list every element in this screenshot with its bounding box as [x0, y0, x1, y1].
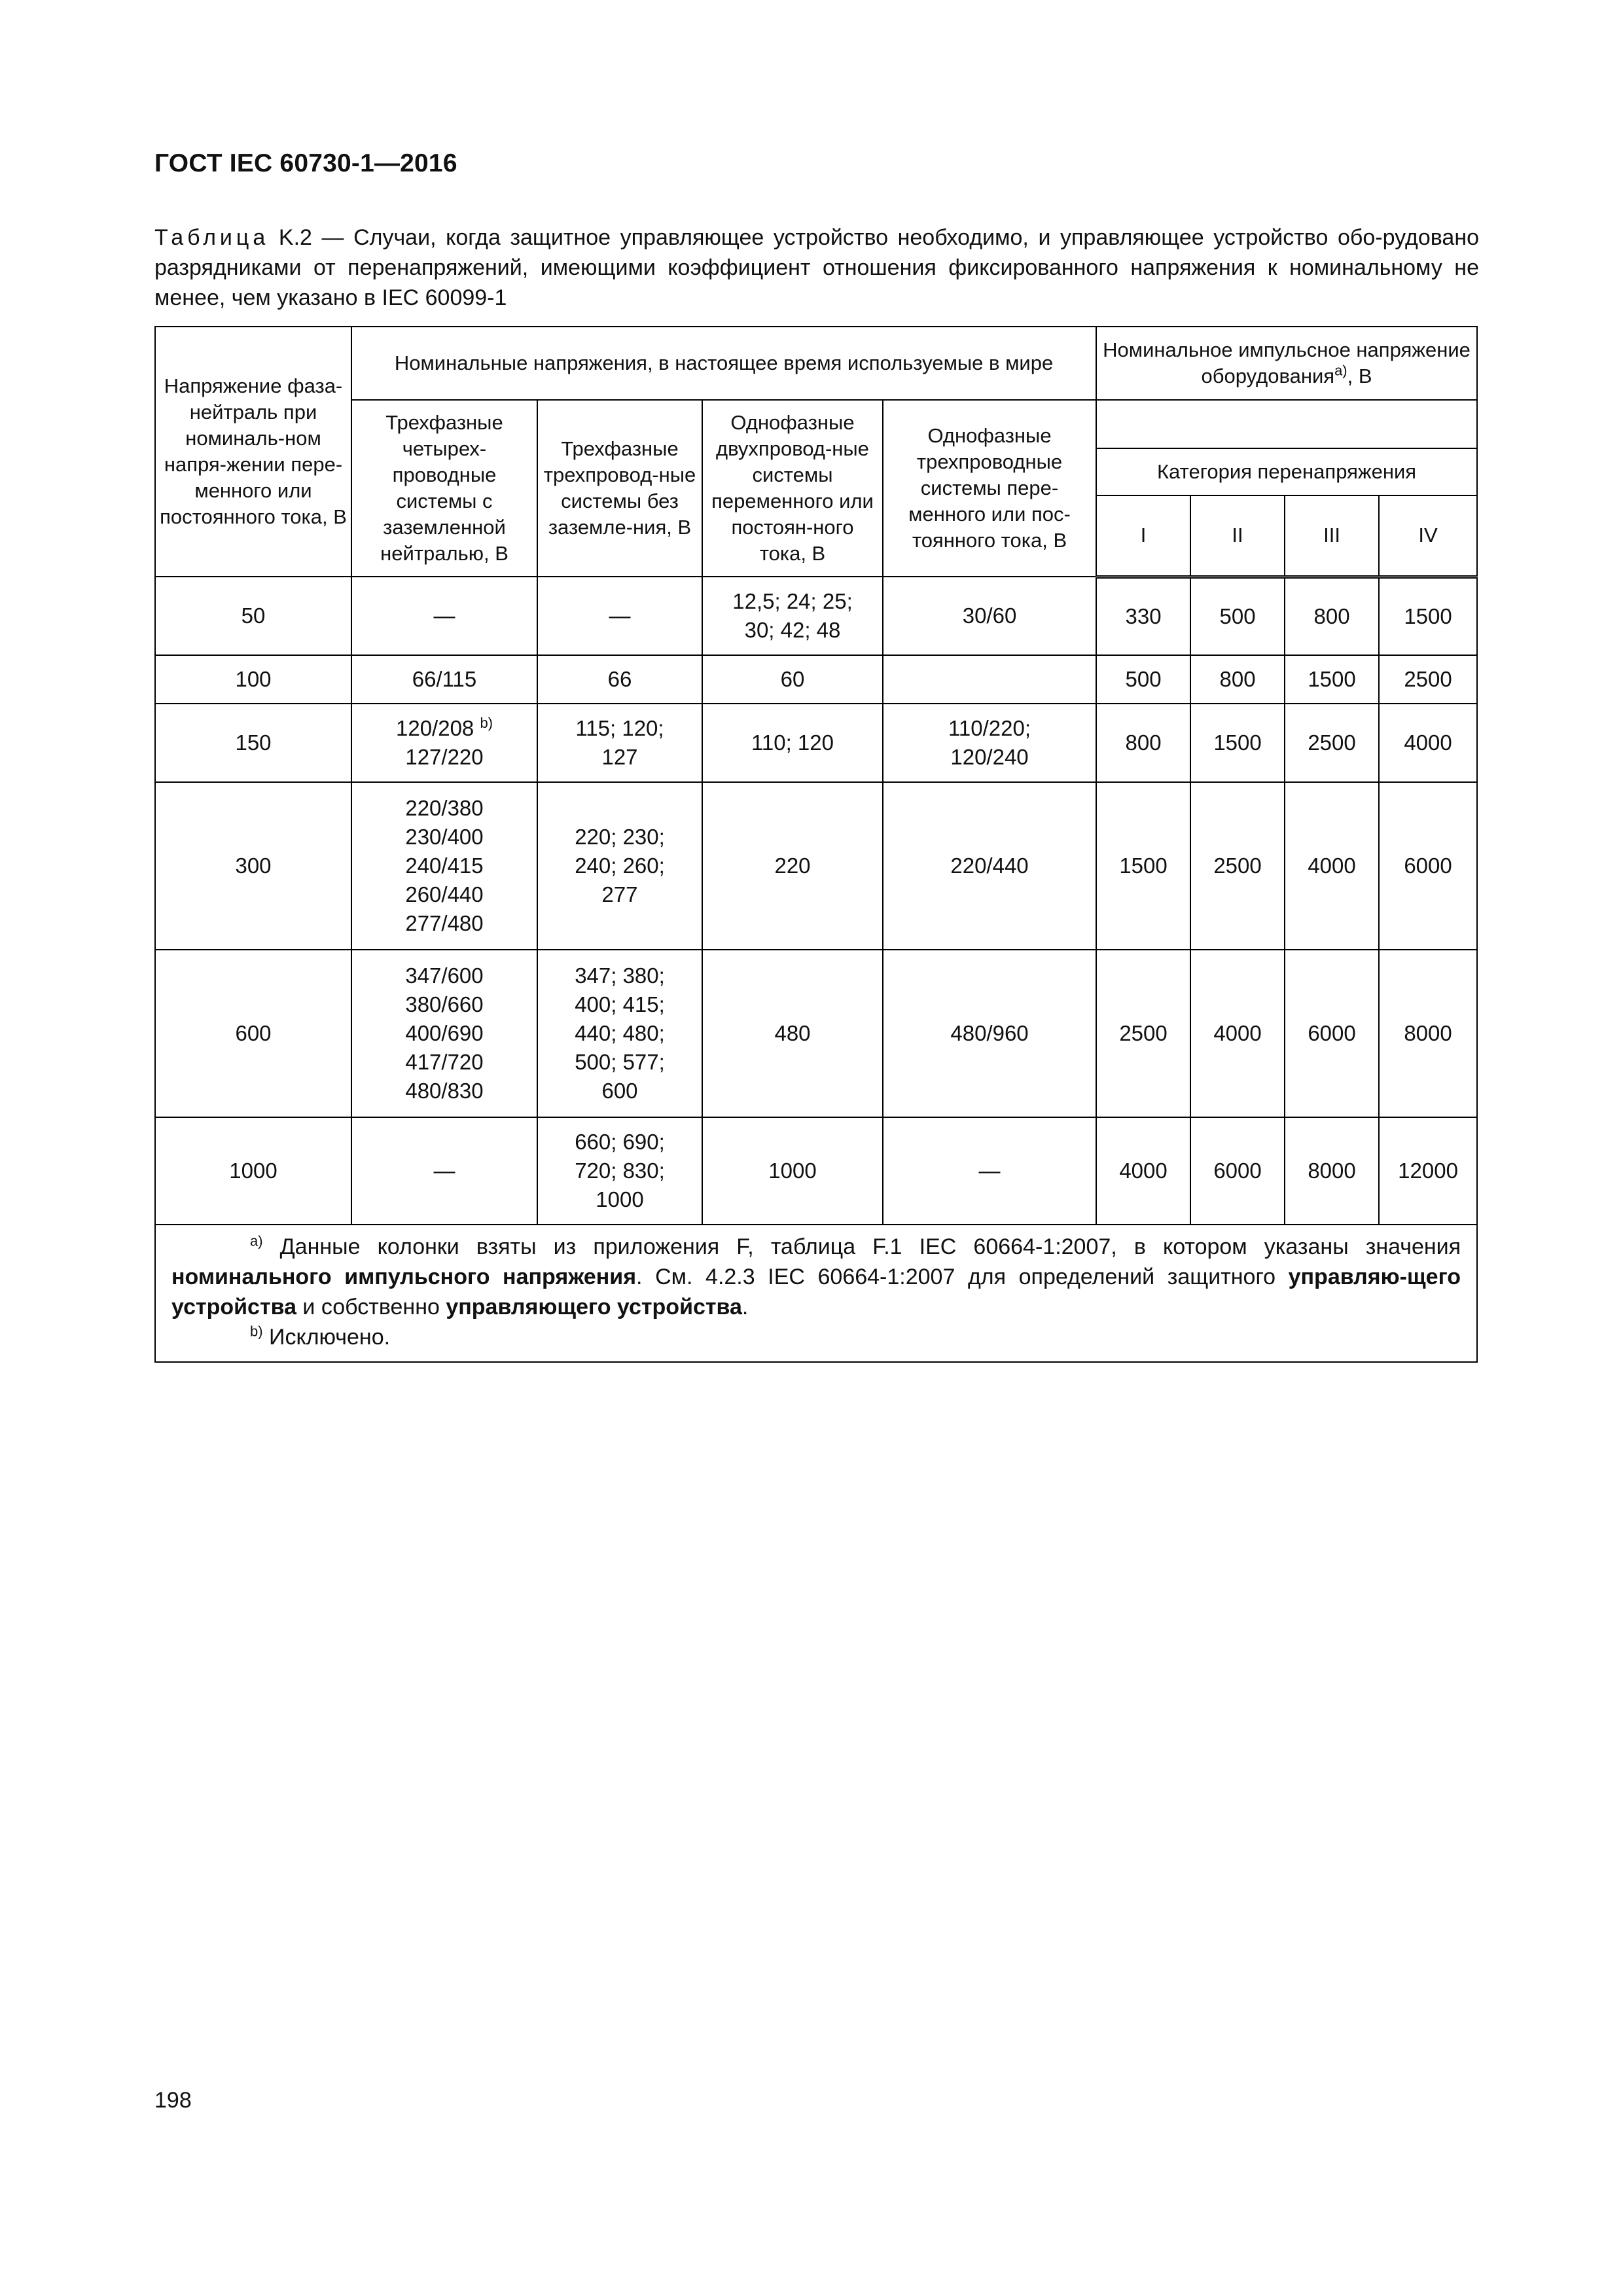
header-nominal-voltages: Номинальные напряжения, в настоящее время используемые в мире	[351, 327, 1096, 400]
cell-single-two	[702, 950, 883, 1117]
header-impulse-voltage	[1096, 327, 1477, 400]
cell-cat-i: 1500	[1096, 782, 1190, 950]
line: 127/220	[405, 745, 484, 769]
table-notes	[155, 1225, 1477, 1362]
line: —	[978, 1158, 1001, 1183]
cell-cat-iii: 8000	[1285, 1117, 1379, 1225]
cell-cat-iv: 6000	[1379, 782, 1477, 950]
line: 115; 120;	[575, 716, 664, 740]
line: 400/690	[405, 1021, 484, 1045]
line: 277/480	[405, 911, 484, 935]
cell-cat-iv: 4000	[1379, 704, 1477, 782]
cell-single-three	[883, 1117, 1096, 1225]
cell-single-two	[702, 1117, 883, 1225]
line: 220	[774, 853, 811, 878]
footnote-text: .	[741, 1295, 749, 1319]
line: 110; 120	[751, 730, 834, 755]
cell-voltage: 600	[155, 950, 351, 1117]
line: 12,5; 24; 25;	[732, 589, 853, 613]
line: 500; 577;	[575, 1050, 665, 1074]
cell-three-four	[351, 655, 537, 704]
page-number: 198	[154, 2088, 192, 2113]
cell-three-four	[351, 577, 537, 655]
line: 720; 830;	[575, 1158, 665, 1183]
table-row	[155, 655, 1477, 704]
caption-text: — Случаи, когда защитное управляющее устройство необходимо, и управляющее устройство обо-рудовано разрядниками от перенапряжений, имеющими коэффициент отношения фиксированного напряжения к номинальному не менее, чем указано в IEC 60099-1	[154, 225, 1480, 310]
line: 127	[601, 745, 638, 769]
line: 380/660	[405, 992, 484, 1016]
cell-three-three	[537, 577, 702, 655]
header-category-iii: III	[1285, 495, 1379, 577]
cell-cat-iii: 4000	[1285, 782, 1379, 950]
caption-number: K.2	[278, 225, 312, 250]
table-row	[155, 1117, 1477, 1225]
cell-cat-iii: 1500	[1285, 655, 1379, 704]
cell-cat-i: 330	[1096, 577, 1190, 655]
footnote-text: Исключено.	[262, 1325, 391, 1350]
footnote-term: номинального импульсного напряжения	[171, 1265, 637, 1289]
cell-voltage: 50	[155, 577, 351, 655]
cell-single-three	[883, 950, 1096, 1117]
cell-cat-i: 800	[1096, 704, 1190, 782]
table-row	[155, 782, 1477, 950]
cell-three-four	[351, 782, 537, 950]
cell-single-three	[883, 577, 1096, 655]
cell-cat-ii: 800	[1190, 655, 1285, 704]
table-row	[155, 577, 1477, 655]
line: 600	[601, 1079, 638, 1103]
cell-single-two	[702, 704, 883, 782]
line: 440; 480;	[575, 1021, 665, 1045]
line: 277	[601, 882, 638, 906]
cell-single-three	[883, 655, 1096, 704]
cell-cat-ii: 1500	[1190, 704, 1285, 782]
cell-three-four	[351, 704, 537, 782]
line: 260/440	[405, 882, 484, 906]
cell-cat-i: 2500	[1096, 950, 1190, 1117]
line: 240/415	[405, 853, 484, 878]
impulse-text: Номинальное импульсное напряжение оборудования	[1103, 338, 1471, 387]
line-text: 120/208	[395, 716, 474, 740]
line: 110/220;	[948, 716, 1031, 740]
cell-cat-i: 4000	[1096, 1117, 1190, 1225]
footnote-text: . См. 4.2.3 IEC 60664-1:2007 для определений защитного	[636, 1265, 1289, 1289]
cell-cat-iv: 12000	[1379, 1117, 1477, 1225]
line: 480/830	[405, 1079, 484, 1103]
cell-cat-iv: 2500	[1379, 655, 1477, 704]
cell-cat-ii: 6000	[1190, 1117, 1285, 1225]
cell-three-three	[537, 1117, 702, 1225]
cell-cat-iii: 6000	[1285, 950, 1379, 1117]
footnote-b-marker: b)	[250, 1323, 263, 1340]
line: 30/60	[962, 603, 1017, 628]
header-overvoltage-category: Категория перенапряжения	[1096, 448, 1477, 495]
line: 230/400	[405, 825, 484, 849]
header-three-phase-three-wire: Трехфазные трехпровод-ные системы без заземле-ния, В	[537, 400, 702, 577]
table-caption	[154, 223, 1479, 313]
cell-cat-i: 500	[1096, 655, 1190, 704]
line: 220; 230;	[575, 825, 665, 849]
cell-single-two	[702, 782, 883, 950]
cell-cat-iv: 1500	[1379, 577, 1477, 655]
line: 1000	[596, 1187, 644, 1211]
header-single-phase-two-wire: Однофазные двухпровод-ные системы переменного или постоян-ного тока, В	[702, 400, 883, 577]
line: —	[433, 1158, 455, 1183]
cell-cat-ii: 2500	[1190, 782, 1285, 950]
table-row	[155, 950, 1477, 1117]
footnote-a-marker: a)	[250, 1232, 263, 1249]
cell-three-three	[537, 782, 702, 950]
footnote-text: и собственно	[296, 1295, 446, 1319]
cell-three-three	[537, 655, 702, 704]
cell-cat-iii: 800	[1285, 577, 1379, 655]
table-row	[155, 704, 1477, 782]
notes-row	[155, 1225, 1477, 1362]
line: 66	[607, 667, 632, 691]
footnote-b	[171, 1322, 1461, 1352]
line: 417/720	[405, 1050, 484, 1074]
line: 347/600	[405, 963, 484, 988]
footnote-a	[171, 1232, 1461, 1322]
line: 60	[780, 667, 805, 691]
header-empty-cell	[1096, 400, 1477, 448]
footnote-term: управляющего устройства	[446, 1295, 742, 1319]
line: 480	[774, 1021, 811, 1045]
cell-cat-ii: 4000	[1190, 950, 1285, 1117]
cell-voltage: 1000	[155, 1117, 351, 1225]
header-category-ii: II	[1190, 495, 1285, 577]
voltage-table	[154, 326, 1478, 1363]
footnote-text: Данные колонки взяты из приложения F, таблица F.1 IEC 60664-1:2007, в котором указаны значения	[262, 1234, 1461, 1259]
cell-single-two	[702, 655, 883, 704]
line: —	[433, 603, 455, 628]
cell-three-three	[537, 950, 702, 1117]
impulse-sup: a)	[1334, 362, 1347, 379]
header-category-iv: IV	[1379, 495, 1477, 577]
footnote-term: управляю-щего устройства	[171, 1265, 1461, 1319]
line: 220/440	[950, 853, 1029, 878]
header-single-phase-three-wire: Однофазные трехпроводные системы пере-менного или пос-тоянного тока, В	[883, 400, 1096, 577]
footnote-b-marker: b)	[480, 715, 493, 731]
line: 1000	[768, 1158, 817, 1183]
line: 480/960	[950, 1021, 1029, 1045]
line: 66/115	[412, 667, 477, 691]
cell-three-four	[351, 1117, 537, 1225]
line	[356, 714, 533, 743]
line: 660; 690;	[575, 1130, 665, 1154]
caption-label: Таблица	[154, 225, 270, 250]
line: 240; 260;	[575, 853, 665, 878]
header-category-i: I	[1096, 495, 1190, 577]
cell-single-two	[702, 577, 883, 655]
cell-single-three	[883, 782, 1096, 950]
cell-voltage: 300	[155, 782, 351, 950]
cell-voltage: 100	[155, 655, 351, 704]
cell-voltage: 150	[155, 704, 351, 782]
header-three-phase-four-wire: Трехфазные четырех-проводные системы с заземленной нейтралью, В	[351, 400, 537, 577]
cell-cat-iv: 8000	[1379, 950, 1477, 1117]
line: 30; 42; 48	[744, 618, 841, 642]
line: 347; 380;	[575, 963, 665, 988]
line: 220/380	[405, 796, 484, 820]
cell-cat-ii: 500	[1190, 577, 1285, 655]
cell-three-four	[351, 950, 537, 1117]
document-header: ГОСТ IEC 60730-1—2016	[154, 149, 457, 177]
cell-three-three	[537, 704, 702, 782]
line: 400; 415;	[575, 992, 665, 1016]
header-phase-neutral: Напряжение фаза-нейтраль при номиналь-ном напря-жении пере-менного или постоянного тока, В	[155, 327, 351, 577]
line: —	[609, 603, 631, 628]
cell-single-three	[883, 704, 1096, 782]
cell-cat-iii: 2500	[1285, 704, 1379, 782]
impulse-unit: , В	[1347, 365, 1372, 387]
line: 120/240	[950, 745, 1029, 769]
